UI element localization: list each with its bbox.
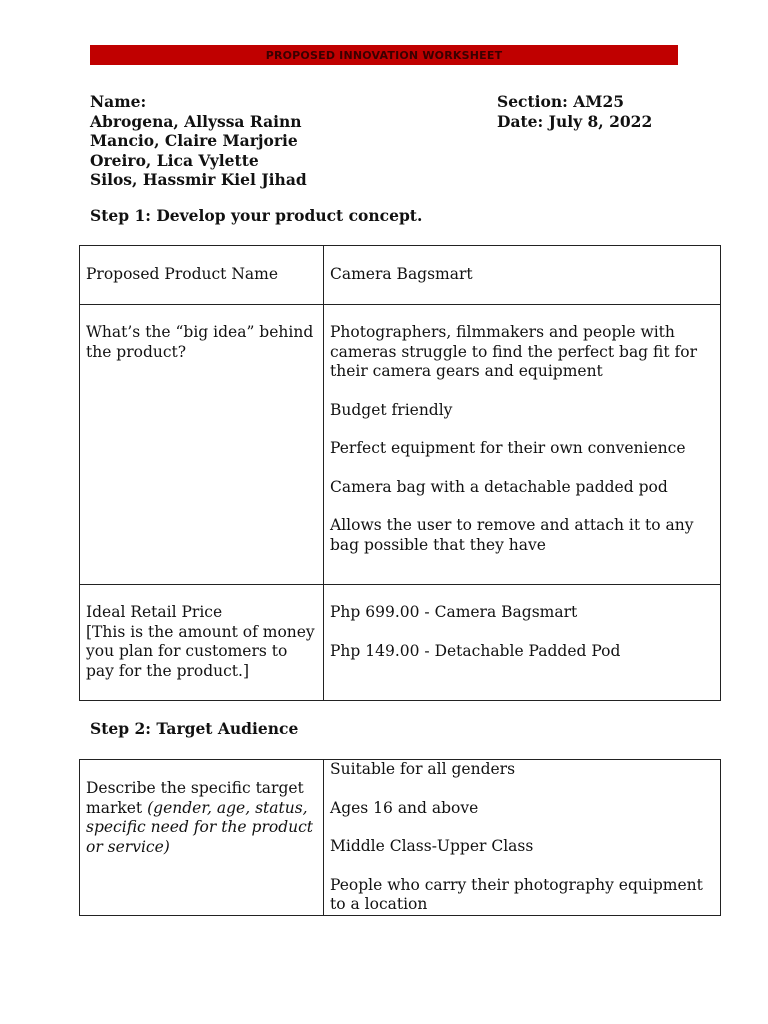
section-label: Section: AM25 <box>497 92 625 111</box>
retail-price-cell <box>80 585 324 701</box>
big-idea-item: Budget friendly <box>330 400 453 419</box>
retail-price-note: [This is the amount of money you plan for customers to pay for the product.] <box>86 622 315 680</box>
big-idea-item: Perfect equipment for their own convenience <box>330 439 686 457</box>
market-item: Ages 16 and above <box>330 798 479 817</box>
step1-heading: Step 1: Develop your product concept. <box>90 206 423 225</box>
target-market-note: (gender, age, status, specific need for the product or service) <box>86 798 314 856</box>
market-item: Middle Class-Upper Class <box>330 837 534 855</box>
big-idea-label: What’s the “big idea” behind the product? <box>80 305 324 585</box>
student-name: Mancio, Claire Marjorie <box>90 131 298 151</box>
table-row <box>80 246 721 305</box>
market-item: People who carry their photography equipment to a location <box>330 875 703 913</box>
product-name-value: Camera Bagsmart <box>324 246 721 305</box>
worksheet-title: PROPOSED INNOVATION WORKSHEET <box>265 48 503 62</box>
product-name-label: Proposed Product Name <box>80 246 324 305</box>
price-item: Php 149.00 - Detachable Padded Pod <box>330 641 621 660</box>
retail-price-label: Ideal Retail Price <box>86 603 223 621</box>
price-item: Php 699.00 - Camera Bagsmart <box>330 603 578 621</box>
target-market-values <box>324 760 721 916</box>
table-row <box>80 760 721 916</box>
big-idea-item: Photographers, filmmakers and people with cameras struggle to find the perfect bag fit for their camera gears and equipment <box>330 323 698 380</box>
section-date-block <box>497 92 652 131</box>
step2-heading: Step 2: Target Audience <box>90 719 299 738</box>
big-idea-item: Camera bag with a detachable padded pod <box>330 477 668 496</box>
product-concept-table <box>79 245 721 701</box>
big-idea-cell <box>324 305 721 585</box>
name-label: Name: <box>90 92 147 111</box>
retail-price-values <box>324 585 721 701</box>
table-row <box>80 305 721 585</box>
target-market-label: Describe the specific target market <box>86 779 304 817</box>
table-row <box>80 585 721 701</box>
market-item: Suitable for all genders <box>330 760 516 778</box>
names-block <box>90 92 307 190</box>
date-label: Date: July 8, 2022 <box>497 111 653 131</box>
target-audience-table <box>79 759 721 916</box>
target-market-label-cell <box>80 760 324 916</box>
student-name: Oreiro, Lica Vylette <box>90 150 259 170</box>
student-name: Abrogena, Allyssa Rainn <box>90 111 302 131</box>
big-idea-item: Allows the user to remove and attach it to any bag possible that they have <box>330 516 694 554</box>
worksheet-title-banner <box>90 45 678 65</box>
student-name: Silos, Hassmir Kiel Jihad <box>90 170 307 190</box>
